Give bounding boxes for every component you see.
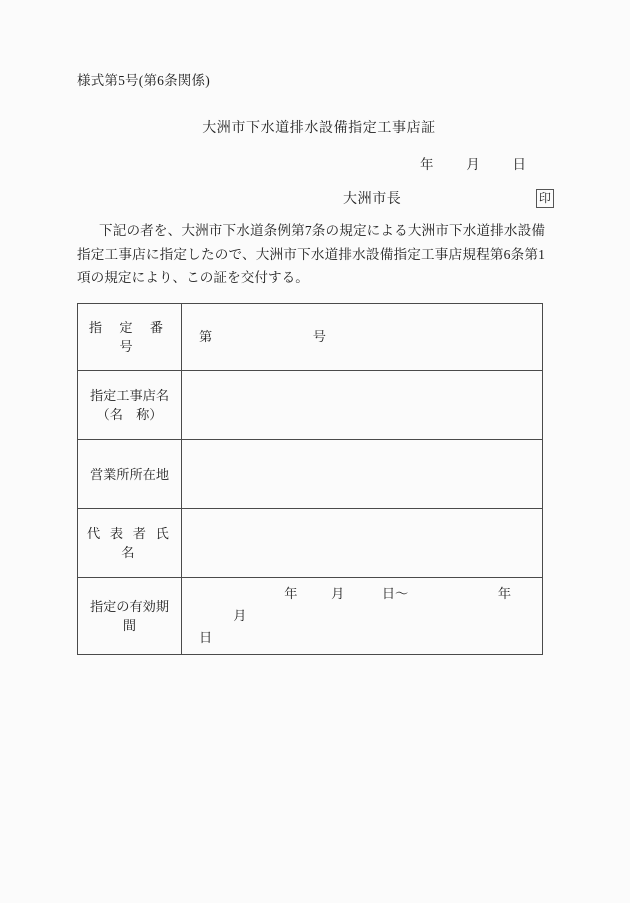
- label-validity-period-line1: 指定の有効期: [89, 599, 170, 614]
- period-end-month: 月: [233, 608, 247, 623]
- label-office-address: 営業所所在地: [78, 440, 182, 509]
- label-validity-period-line2: 間: [122, 618, 137, 633]
- table-row-validity-period: [78, 578, 543, 655]
- label-shop-name-line1: 指定工事店名: [89, 388, 170, 403]
- seal-stamp-icon: 印: [536, 189, 554, 208]
- issuer-name: 大洲市長: [343, 192, 402, 207]
- issue-date-line: [420, 153, 526, 173]
- label-representative-name: 代 表 者 氏 名: [78, 509, 182, 578]
- form-number-label: 様式第5号(第6条関係): [77, 73, 210, 88]
- label-validity-period: [78, 578, 182, 655]
- date-month-label: 月: [466, 157, 480, 172]
- period-start-month: 月: [331, 586, 345, 601]
- label-shop-name-line2: （名 称）: [96, 407, 163, 422]
- value-designation-number[interactable]: [182, 304, 543, 371]
- table-row-representative-name: [78, 509, 543, 578]
- certificate-table: [77, 303, 543, 655]
- label-shop-name: [78, 371, 182, 440]
- table-row-designation-number: [78, 304, 543, 371]
- body-paragraph: 下記の者を、大洲市下水道条例第7条の規定による大洲市下水道排水設備指定工事店に指定したので、大洲市下水道排水設備指定工事店規程第6条第1項の規定により、この証を交付する。: [77, 223, 545, 285]
- table-row-office-address: [78, 440, 543, 509]
- table-row-shop-name: [78, 371, 543, 440]
- number-suffix: 号: [312, 329, 326, 344]
- value-shop-name[interactable]: [182, 371, 543, 440]
- issuer-line: [343, 188, 554, 208]
- date-year-label: 年: [420, 157, 434, 172]
- document-title: 大洲市下水道排水設備指定工事店証: [202, 121, 436, 136]
- label-designation-number: 指 定 番 号: [78, 304, 182, 371]
- number-prefix: 第: [199, 329, 213, 344]
- period-start-year: 年: [284, 586, 298, 601]
- value-representative-name[interactable]: [182, 509, 543, 578]
- value-office-address[interactable]: [182, 440, 543, 509]
- value-validity-period[interactable]: [182, 578, 543, 655]
- period-end-day: 日: [199, 630, 213, 645]
- period-end-year: 年: [497, 586, 512, 601]
- period-start-day: 日〜: [381, 586, 409, 601]
- date-day-label: 日: [512, 157, 526, 172]
